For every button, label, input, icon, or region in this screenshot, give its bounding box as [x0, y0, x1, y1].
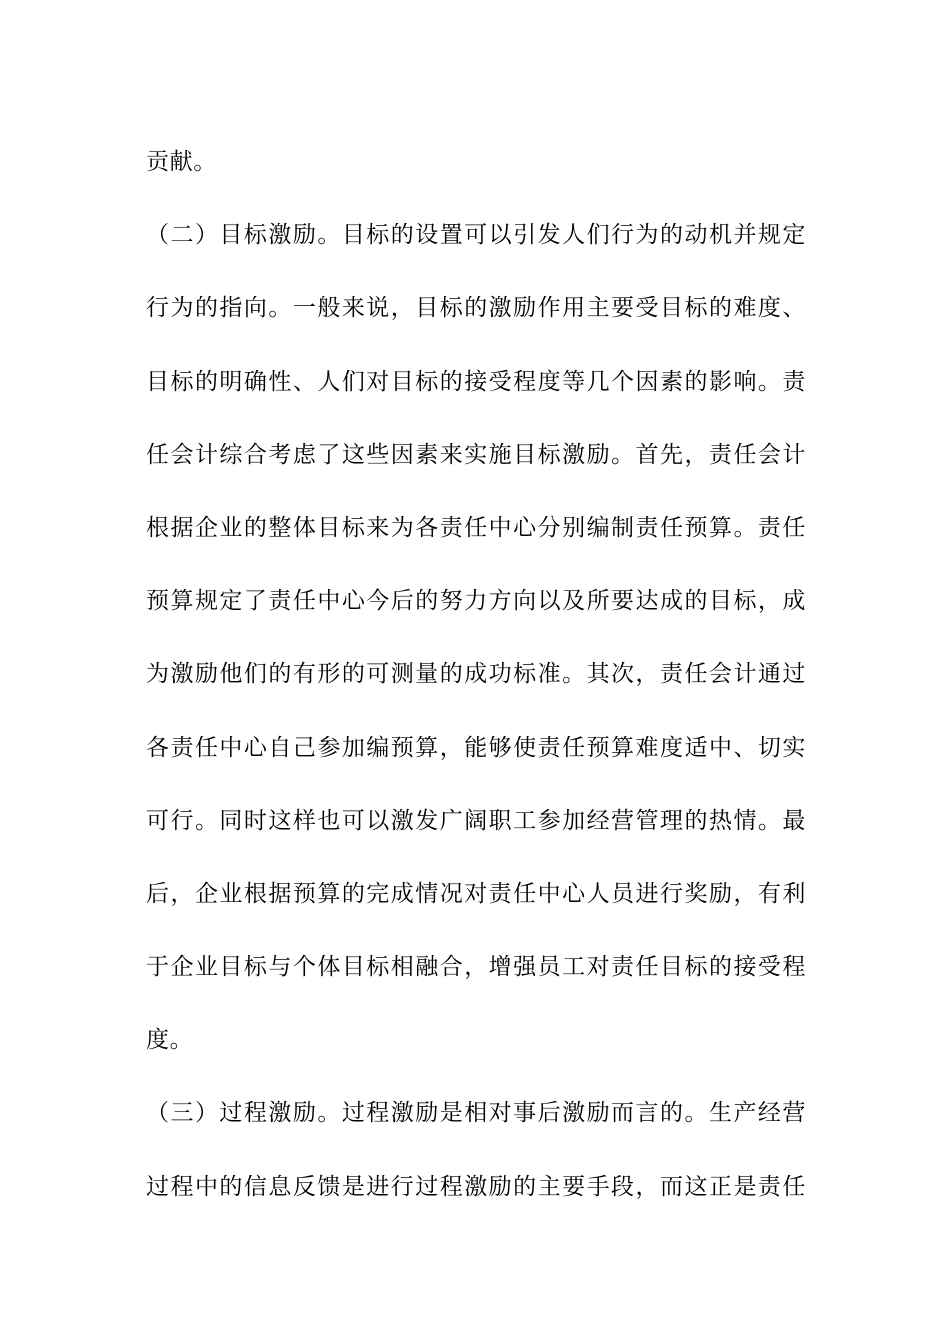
text-line: 预算规定了责任中心今后的努力方向以及所要达成的目标，成 — [146, 588, 806, 615]
text-line: （二）目标激励。目标的设置可以引发人们行为的动机并规定 — [146, 222, 806, 249]
text-line: 贡献。 — [146, 149, 217, 175]
text-line: 目标的明确性、人们对目标的接受程度等几个因素的影响。责 — [146, 368, 806, 395]
text-line: 为激励他们的有形的可测量的成功标准。其次，责任会计通过 — [146, 661, 806, 688]
text-line: 根据企业的整体目标来为各责任中心分别编制责任预算。责任 — [146, 514, 806, 541]
text-line: 于企业目标与个体目标相融合，增强员工对责任目标的接受程 — [146, 954, 806, 981]
text-line: 过程中的信息反馈是进行过程激励的主要手段，而这正是责任 — [146, 1173, 806, 1200]
text-line: 度。 — [146, 1027, 194, 1054]
text-line: （三）过程激励。过程激励是相对事后激励而言的。生产经营 — [146, 1100, 806, 1127]
text-line: 各责任中心自己参加编预算，能够使责任预算难度适中、切实 — [146, 734, 806, 761]
text-line: 后，企业根据预算的完成情况对责任中心人员进行奖励，有利 — [146, 880, 806, 907]
body-text — [146, 126, 806, 1224]
text-line: 行为的指向。一般来说，目标的激励作用主要受目标的难度、 — [146, 295, 806, 322]
text-line: 任会计综合考虑了这些因素来实施目标激励。首先，责任会计 — [146, 441, 806, 468]
text-line: 可行。同时这样也可以激发广阔职工参加经营管理的热情。最 — [146, 807, 806, 834]
